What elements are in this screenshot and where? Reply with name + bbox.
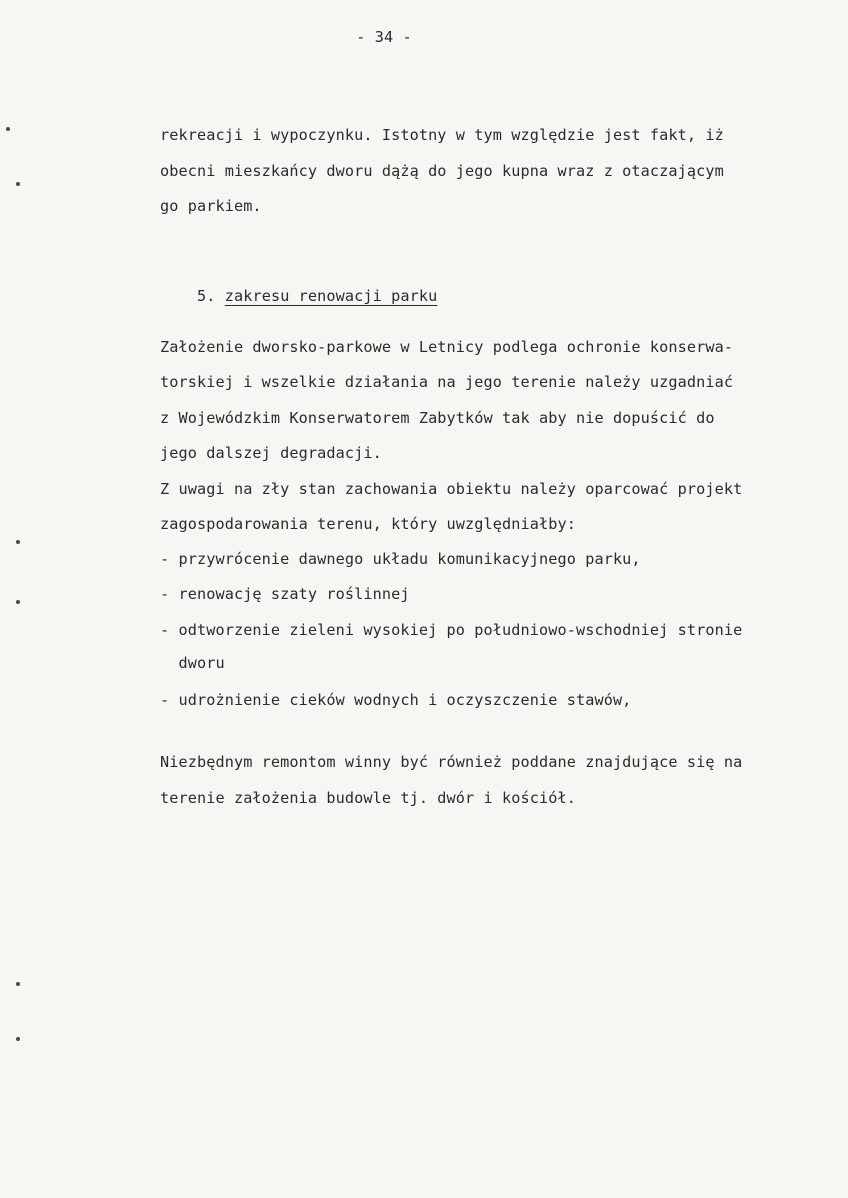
intro-line: rekreacji i wypoczynku. Istotny w tym względzie jest fakt, iż bbox=[160, 126, 724, 144]
margin-mark bbox=[16, 1037, 20, 1041]
paragraph-line: zagospodarowania terenu, który uwzględniałby: bbox=[160, 515, 576, 533]
paragraph-line: terenie założenia budowle tj. dwór i kościół. bbox=[160, 789, 576, 807]
margin-mark bbox=[16, 600, 20, 604]
list-item: - odtworzenie zieleni wysokiej po południowo-wschodniej stronie bbox=[160, 621, 743, 639]
margin-mark bbox=[16, 982, 20, 986]
margin-mark bbox=[16, 182, 20, 186]
paragraph-line: Niezbędnym remontom winny być również poddane znajdujące się na bbox=[160, 753, 743, 771]
list-item: dworu bbox=[160, 654, 225, 672]
list-item: - udrożnienie cieków wodnych i oczyszczenie stawów, bbox=[160, 691, 632, 709]
intro-line: go parkiem. bbox=[160, 197, 262, 215]
paragraph-line: Założenie dworsko-parkowe w Letnicy podlega ochronie konserwa- bbox=[160, 338, 734, 356]
paragraph-line: torskiej i wszelkie działania na jego terenie należy uzgadniać bbox=[160, 373, 734, 391]
list-item: - renowację szaty roślinnej bbox=[160, 585, 410, 603]
section-number: 5. bbox=[196, 287, 216, 305]
paragraph-line: z Wojewódzkim Konserwatorem Zabytków tak aby nie dopuścić do bbox=[160, 409, 715, 427]
page-number: - 34 - bbox=[356, 28, 412, 46]
list-item: - przywrócenie dawnego układu komunikacyjnego parku, bbox=[160, 550, 641, 568]
section-title: zakresu renowacji parku bbox=[224, 287, 438, 305]
margin-mark bbox=[6, 127, 10, 131]
paragraph-line: Z uwagi na zły stan zachowania obiektu należy oparcować projekt bbox=[160, 480, 743, 498]
section-heading bbox=[160, 266, 437, 326]
intro-line: obecni mieszkańcy dworu dążą do jego kupna wraz z otaczającym bbox=[160, 162, 724, 180]
margin-mark bbox=[16, 540, 20, 544]
paragraph-line: jego dalszej degradacji. bbox=[160, 444, 382, 462]
